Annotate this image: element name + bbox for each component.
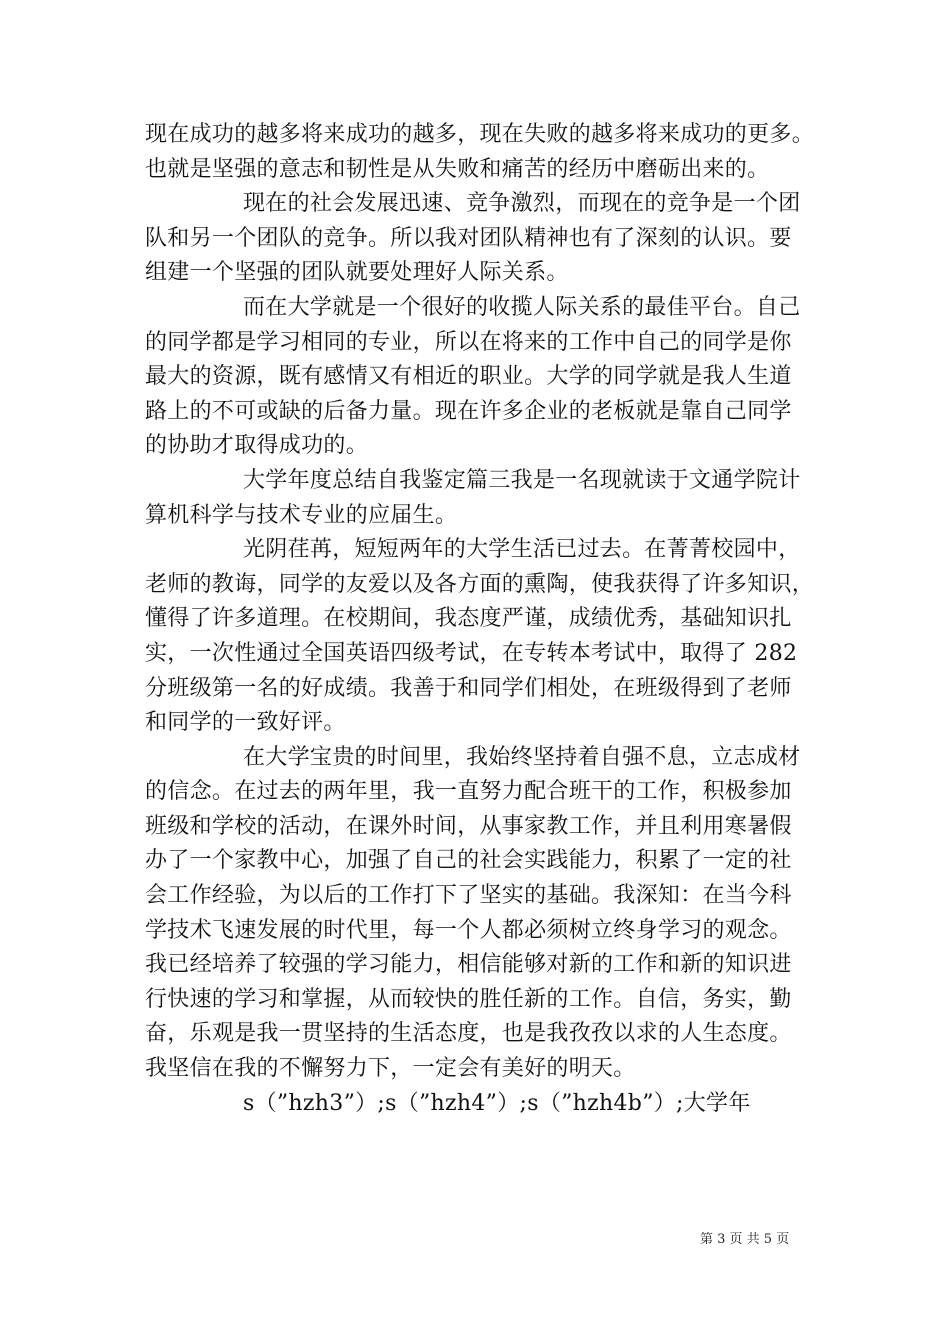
- text-line: 老师的教诲，同学的友爱以及各方面的熏陶，使我获得了许多知识，: [145, 571, 815, 597]
- text-line: 算机科学与技术专业的应届生。: [145, 502, 458, 528]
- text-line: 的信念。在过去的两年里，我一直努力配合班干的工作，积极参加: [145, 779, 792, 805]
- document-body: [145, 118, 835, 1121]
- text-line: 现在成功的越多将来成功的越多，现在失败的越多将来成功的更多。: [145, 122, 815, 147]
- text-line: 懂得了许多道理。在校期间，我态度严谨，成绩优秀，基础知识扎: [145, 606, 792, 632]
- text-line: s（”hzh3”）;s（”hzh4”）;s（”hzh4b”）;大学年: [243, 1090, 751, 1116]
- text-line: 队和另一个团队的竞争。所以我对团队精神也有了深刻的认识。要: [145, 225, 792, 251]
- text-line: 光阴荏苒，短短两年的大学生活已过去。在菁菁校园中，: [243, 537, 801, 563]
- text-line: 在大学宝贵的时间里，我始终坚持着自强不息，立志成材: [243, 744, 801, 770]
- text-line: 办了一个家教中心，加强了自己的社会实践能力，积累了一定的社: [145, 848, 792, 874]
- text-line: 我坚信在我的不懈努力下，一定会有美好的明天。: [145, 1056, 636, 1082]
- text-line: 的同学都是学习相同的专业，所以在将来的工作中自己的同学是你: [145, 329, 792, 355]
- text-line: 会工作经验，为以后的工作打下了坚实的基础。我深知：在当今科: [145, 883, 792, 909]
- text-line: 奋，乐观是我一贯坚持的生活态度，也是我孜孜以求的人生态度。: [145, 1021, 792, 1047]
- text-line: 最大的资源，既有感情又有相近的职业。大学的同学就是我人生道: [145, 364, 792, 390]
- text-line: 实，一次性通过全国英语四级考试，在专转本考试中，取得了 282: [145, 640, 798, 666]
- text-line: 的协助才取得成功的。: [145, 433, 369, 459]
- page-number-footer: 第 3 页 共 5 页: [700, 1232, 790, 1247]
- text-line: 而在大学就是一个很好的收揽人际关系的最佳平台。自己: [243, 294, 801, 320]
- text-line: 我已经培养了较强的学习能力，相信能够对新的工作和新的知识进: [145, 952, 792, 978]
- text-line: 现在的社会发展迅速、竞争激烈，而现在的竞争是一个团: [243, 191, 801, 217]
- text-line: 分班级第一名的好成绩。我善于和同学们相处，在班级得到了老师: [145, 675, 792, 701]
- text-line: 组建一个坚强的团队就要处理好人际关系。: [145, 260, 569, 286]
- text-line: 和同学的一致好评。: [145, 710, 346, 736]
- text-line: 班级和学校的活动，在课外时间，从事家教工作，并且利用寒暑假: [145, 813, 792, 839]
- text-line: 大学年度总结自我鉴定篇三我是一名现就读于文通学院计: [243, 467, 801, 493]
- text-line: 行快速的学习和掌握，从而较快的胜任新的工作。自信，务实，勤: [145, 986, 792, 1012]
- text-line: 路上的不可或缺的后备力量。现在许多企业的老板就是靠自己同学: [145, 398, 792, 424]
- text-line: 也就是坚强的意志和韧性是从失败和痛苦的经历中磨砺出来的。: [145, 156, 770, 182]
- text-line: 学技术飞速发展的时代里，每一个人都必须树立终身学习的观念。: [145, 917, 792, 943]
